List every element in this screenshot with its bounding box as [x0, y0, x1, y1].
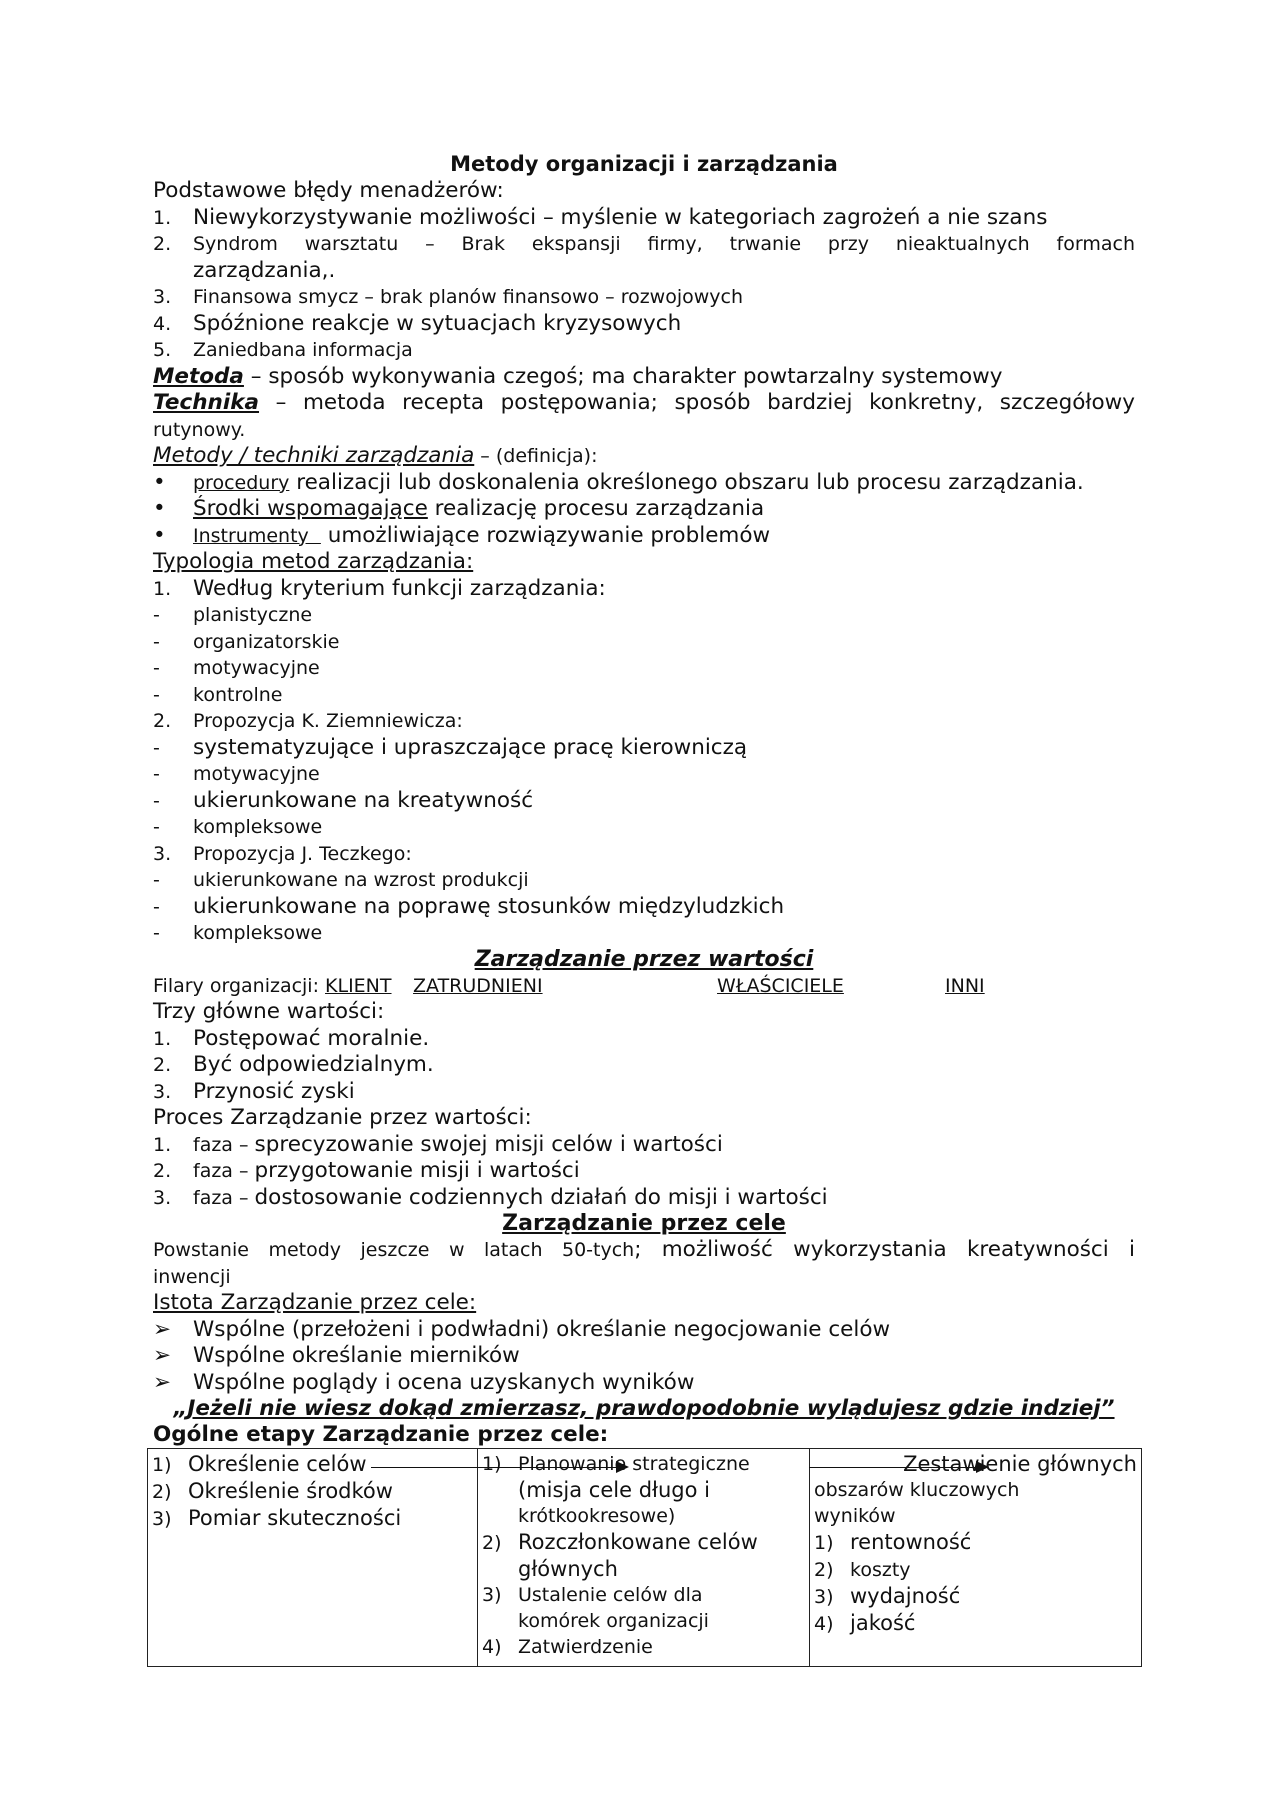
dash-item: - ukierunkowane na poprawę stosunków międzyludzkich: [153, 893, 785, 919]
list-item: 1. Postępować moralnie.: [153, 1025, 430, 1051]
istota-heading: Istota Zarządzanie przez cele:: [153, 1290, 477, 1315]
bledy-heading: Podstawowe błędy menadżerów:: [153, 178, 504, 203]
definition-technika-continuation: rutynowy.: [153, 418, 246, 441]
arrow-bullet-item: ➢ Wspólne określanie mierników: [153, 1343, 520, 1368]
proces-heading: Proces Zarządzanie przez wartości:: [153, 1105, 532, 1130]
list-item-continuation: zarządzania,.: [193, 257, 336, 283]
document-page: [153, 150, 1135, 1667]
definition-metoda: Metoda – sposób wykonywania czegoś; ma charakter powtarzalny systemowy: [153, 363, 1003, 389]
filary-line: Filary organizacji: KLIENT ZATRUDNIENI WŁAŚCICIELE INNI: [153, 974, 985, 997]
list-item: 2. Syndrom warsztatu – Brak ekspansji firmy, trwanie przy nieaktualnych formach: [153, 233, 1135, 255]
table-list-item: 1) Planowanie strategiczne: [482, 1453, 750, 1475]
bullet-item: • Środki wspomagające realizację procesu zarządzania: [153, 496, 765, 521]
typologia-group-label: 2. Propozycja K. Ziemniewicza:: [153, 710, 463, 732]
list-item: 2. Być odpowiedzialnym.: [153, 1052, 434, 1077]
arrow-bullet-item: ➢ Wspólne (przełożeni i podwładni) określanie negocjowanie celów: [153, 1316, 891, 1342]
zpc-heading: Zarządzanie przez cele: [502, 1211, 786, 1236]
document-title: Metody organizacji i zarządzania: [450, 152, 838, 176]
etapy-heading: Ogólne etapy Zarządzanie przez cele:: [153, 1422, 609, 1447]
dash-item: - ukierunkowane na wzrost produkcji: [153, 869, 529, 891]
typologia-group-label: 3. Propozycja J. Teczkego:: [153, 842, 412, 865]
dash-item: - kompleksowe: [153, 816, 323, 838]
dash-item: - systematyzujące i upraszczające pracę kierowniczą: [153, 734, 748, 760]
arrow-bullet-item: ➢ Wspólne poglądy i ocena uzyskanych wyników: [153, 1369, 695, 1395]
flow-arrow-1: [371, 1467, 627, 1468]
column-3-heading-continuation: obszarów kluczowych: [814, 1479, 1020, 1501]
definition-metody: Metody / techniki zarządzania – (definicja):: [153, 443, 598, 468]
dash-item: - ukierunkowane na kreatywność: [153, 787, 534, 813]
dash-item: - planistyczne: [153, 604, 313, 626]
list-item: 3. faza – dostosowanie codziennych działań do misji i wartości: [153, 1184, 828, 1210]
etapy-table-wrapper: [153, 1448, 1135, 1667]
etapy-column-3: [810, 1449, 1142, 1667]
zpw-heading: Zarządzanie przez wartości: [474, 946, 814, 972]
column-3-heading: Zestawienie głównych: [903, 1452, 1137, 1476]
table-list-item: 3) wydajność: [814, 1584, 961, 1608]
dash-item: - kompleksowe: [153, 922, 323, 944]
typologia-heading: Typologia metod zarządzania:: [153, 549, 474, 574]
dash-item: - kontrolne: [153, 683, 283, 706]
table-list-item: 3) Pomiar skuteczności: [152, 1506, 402, 1530]
list-item: 3. Przynosić zyski: [153, 1078, 355, 1104]
list-item: 1. Niewykorzystywanie możliwości – myślenie w kategoriach zagrożeń a nie szans: [153, 204, 1048, 230]
table-list-item-continuation: komórek organizacji: [518, 1610, 709, 1632]
definition-technika: Technika – metoda recepta postępowania; sposób bardziej konkretny, szczegółowy: [153, 390, 1135, 415]
etapy-column-2: [478, 1449, 810, 1667]
table-list-item: 2) Określenie środków: [152, 1479, 393, 1503]
powstanie-continuation: inwencji: [153, 1265, 231, 1288]
table-list-item: 1) Określenie celów: [152, 1452, 367, 1476]
dash-item: - motywacyjne: [153, 657, 320, 679]
list-item: 2. faza – przygotowanie misji i wartości: [153, 1158, 580, 1183]
column-3-heading-continuation: wyników: [814, 1505, 896, 1527]
list-item: 1. faza – sprecyzowanie swojej misji celów i wartości: [153, 1131, 723, 1157]
bullet-item: • Instrumenty umożliwiające rozwiązywanie problemów: [153, 522, 771, 548]
table-list-item: 4) Zatwierdzenie: [482, 1636, 653, 1658]
table-list-item-continuation: (misja cele długo i: [518, 1478, 710, 1502]
table-list-item: 1) rentowność: [814, 1530, 972, 1554]
table-list-item: 2) koszty: [814, 1559, 911, 1581]
dash-item: - organizatorskie: [153, 630, 340, 653]
table-list-item: 4) jakość: [814, 1611, 916, 1635]
etapy-column-1: [148, 1449, 478, 1667]
table-list-item-continuation: głównych: [518, 1557, 618, 1581]
wartosci-heading: Trzy główne wartości:: [153, 999, 385, 1024]
typologia-group-label: 1. Według kryterium funkcji zarządzania:: [153, 575, 606, 601]
table-list-item: 3) Ustalenie celów dla: [482, 1584, 703, 1606]
list-item: 3. Finansowa smycz – brak planów finansowo – rozwojowych: [153, 286, 744, 308]
flow-arrow-2: [809, 1467, 987, 1468]
table-list-item-continuation: krótkookresowe): [518, 1505, 676, 1527]
powstanie-line: Powstanie metody jeszcze w latach 50-tych; możliwość wykorzystania kreatywności i: [153, 1237, 1135, 1262]
etapy-table: [147, 1448, 1142, 1667]
table-list-item: 2) Rozczłonkowane celów: [482, 1530, 758, 1554]
list-item: 4. Spóźnione reakcje w sytuacjach kryzysowych: [153, 310, 682, 336]
dash-item: - motywacyjne: [153, 763, 320, 785]
quote: „Jeżeli nie wiesz dokąd zmierzasz, prawdopodobnie wylądujesz gdzie indziej”: [173, 1396, 1115, 1421]
list-item: 5. Zaniedbana informacja: [153, 339, 413, 361]
bullet-item: • procedury realizacji lub doskonalenia określonego obszaru lub procesu zarządzania.: [153, 469, 1084, 495]
